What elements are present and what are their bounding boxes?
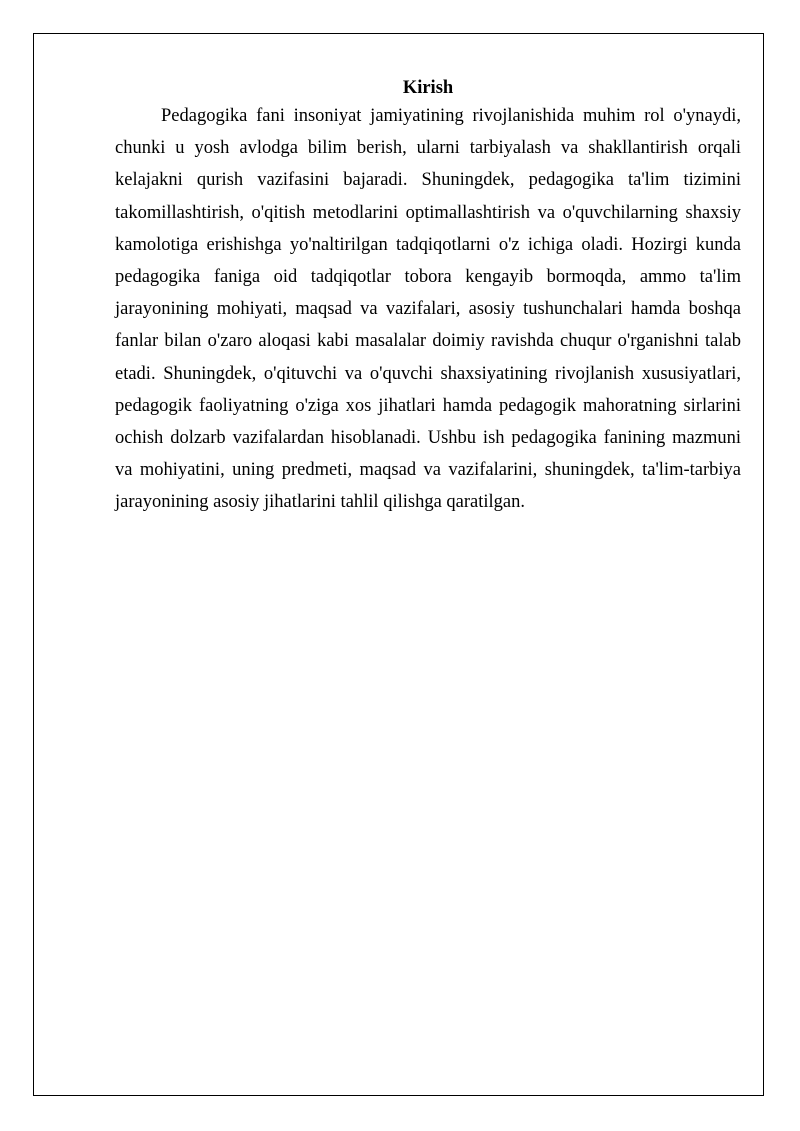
document-body [115, 76, 741, 519]
introduction-paragraph: Pedagogika fani insoniyat jamiyatining rivojlanishida muhim rol o'ynaydi, chunki u yosh avlodga bilim berish, ularni tarbiyalash va shakllantirish orqali kelajakni qurish vazifasini bajaradi. Shuningdek, pedagogika ta'lim tizimini takomillashtirish, o'qitish metodlarini optimallashtirish va o'quvchilarning shaxsiy kamolotiga erishishga yo'naltirilgan tadqiqotlarni o'z ichiga oladi. Hozirgi kunda pedagogika faniga oid tadqiqotlar tobora kengayib bormoqda, ammo ta'lim jarayonining mohiyati, maqsad va vazifalari, asosiy tushunchalari hamda boshqa fanlar bilan o'zaro aloqasi kabi masalalar doimiy ravishda chuqur o'rganishni talab etadi. Shuningdek, o'qituvchi va o'quvchi shaxsiyatining rivojlanish xususiyatlari, pedagogik faoliyatning o'ziga xos jihatlari hamda pedagogik mahoratning sirlarini ochish dolzarb vazifalardan hisoblanadi. Ushbu ish pedagogika fanining mazmuni va mohiyatini, uning predmeti, maqsad va vazifalarini, shuningdek, ta'lim-tarbiya jarayonining asosiy jihatlarini tahlil qilishga qaratilgan. [115, 106, 741, 513]
document-title: Kirish [402, 78, 454, 98]
